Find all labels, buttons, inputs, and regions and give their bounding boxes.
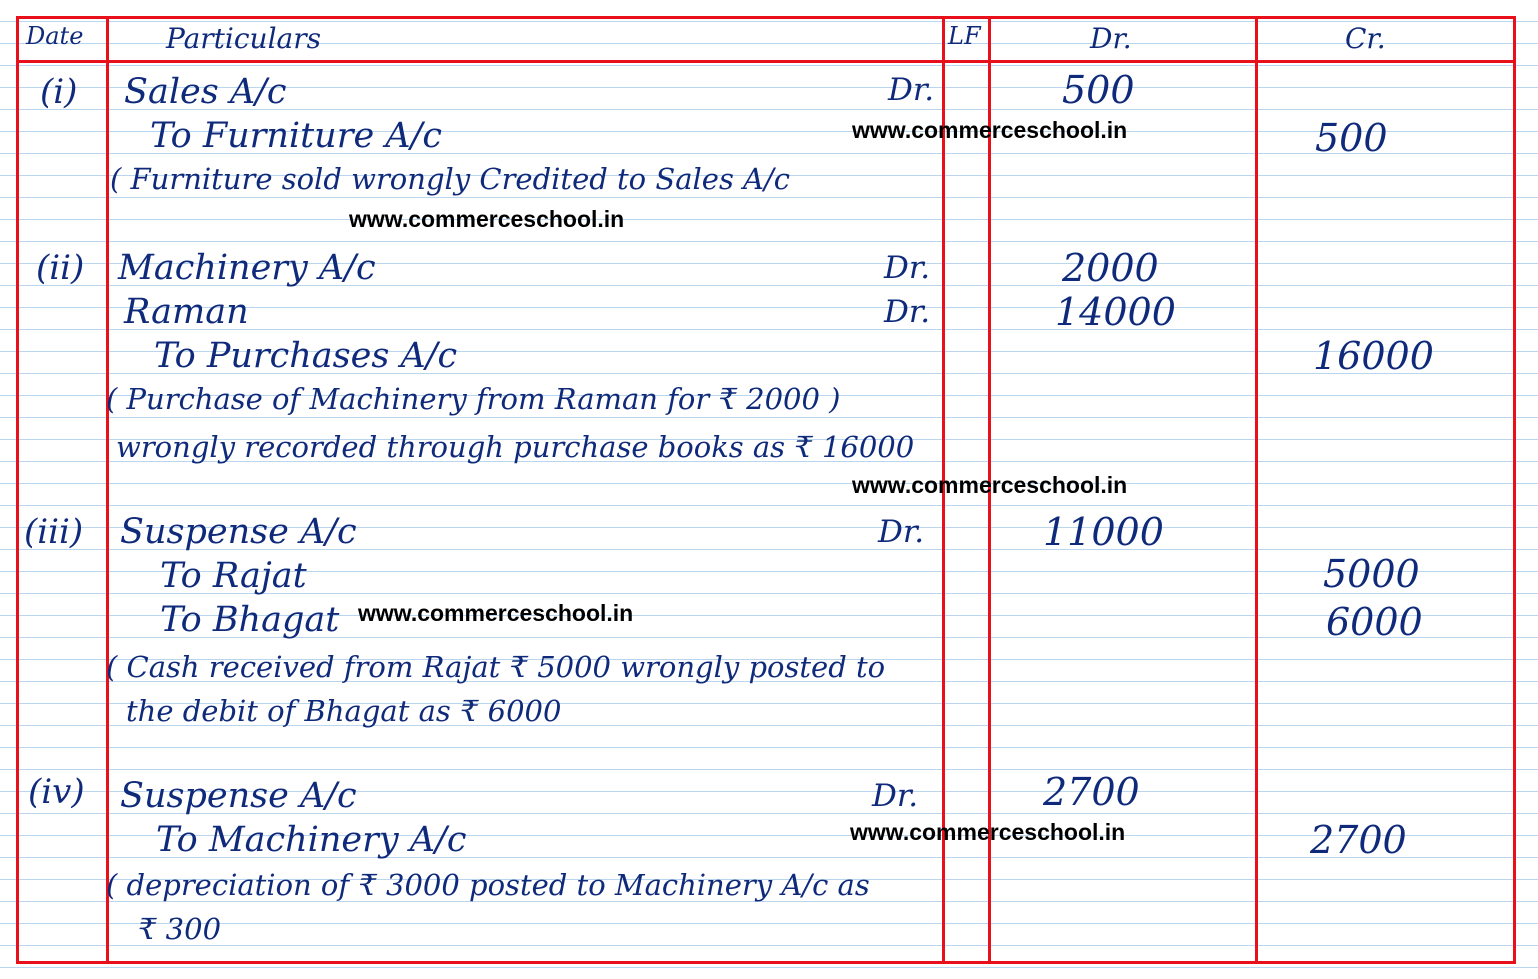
credit-account: To Machinery A/c	[156, 820, 467, 860]
credit-account: To Furniture A/c	[150, 116, 442, 156]
credit-amount: 500	[1315, 116, 1388, 160]
watermark-text: www.commerceschool.in	[358, 600, 634, 626]
dr-marker: Dr.	[884, 250, 931, 286]
debit-amount: 14000	[1055, 290, 1176, 334]
debit-column-divider	[1255, 16, 1258, 964]
dr-marker: Dr.	[884, 294, 931, 330]
narration-line: wrongly recorded through purchase books as ₹ 16000	[116, 430, 915, 464]
debit-account: Raman	[124, 292, 249, 332]
entry-index: (ii)	[36, 248, 85, 288]
watermark-text: www.commerceschool.in	[852, 472, 1128, 498]
debit-account: Suspense A/c	[120, 512, 357, 552]
credit-amount: 6000	[1326, 600, 1423, 644]
dr-marker: Dr.	[878, 514, 925, 550]
debit-account: Machinery A/c	[118, 248, 376, 288]
debit-amount: 2000	[1062, 246, 1159, 290]
debit-amount: 11000	[1043, 510, 1164, 554]
entry-index: (i)	[40, 72, 78, 112]
credit-amount: 16000	[1313, 334, 1434, 378]
watermark-text: www.commerceschool.in	[349, 206, 625, 232]
debit-account: Suspense A/c	[120, 776, 357, 816]
debit-amount: 500	[1062, 68, 1135, 112]
watermark-text: www.commerceschool.in	[852, 117, 1128, 143]
header-divider	[16, 60, 1516, 63]
debit-amount: 2700	[1043, 770, 1140, 814]
debit-account: Sales A/c	[124, 72, 287, 112]
credit-account: To Purchases A/c	[154, 336, 458, 376]
narration-line: ( Cash received from Rajat ₹ 5000 wrongly posted to	[106, 650, 886, 684]
dr-marker: Dr.	[872, 778, 919, 814]
date-column-divider	[106, 16, 109, 964]
watermark-text: www.commerceschool.in	[850, 819, 1126, 845]
narration-line: the debit of Bhagat as ₹ 6000	[126, 694, 562, 728]
debit-header: Dr.	[1090, 22, 1132, 55]
narration-line: ( depreciation of ₹ 3000 posted to Machinery A/c as	[106, 868, 870, 902]
date-header: Date	[26, 22, 84, 50]
credit-amount: 5000	[1323, 552, 1420, 596]
dr-marker: Dr.	[888, 72, 935, 108]
entry-index: (iii)	[24, 512, 84, 552]
narration-line: ( Purchase of Machinery from Raman for ₹ 2000 )	[106, 382, 841, 416]
narration-line: ₹ 300	[138, 912, 222, 946]
credit-account: To Rajat	[160, 556, 307, 596]
credit-amount: 2700	[1310, 818, 1407, 862]
particulars-header: Particulars	[166, 22, 321, 55]
narration-line: ( Furniture sold wrongly Credited to Sales A/c	[110, 162, 791, 196]
lf-header: LF	[948, 22, 981, 50]
entry-index: (iv)	[28, 772, 85, 812]
credit-header: Cr.	[1345, 22, 1386, 55]
credit-account: To Bhagat	[160, 600, 340, 640]
